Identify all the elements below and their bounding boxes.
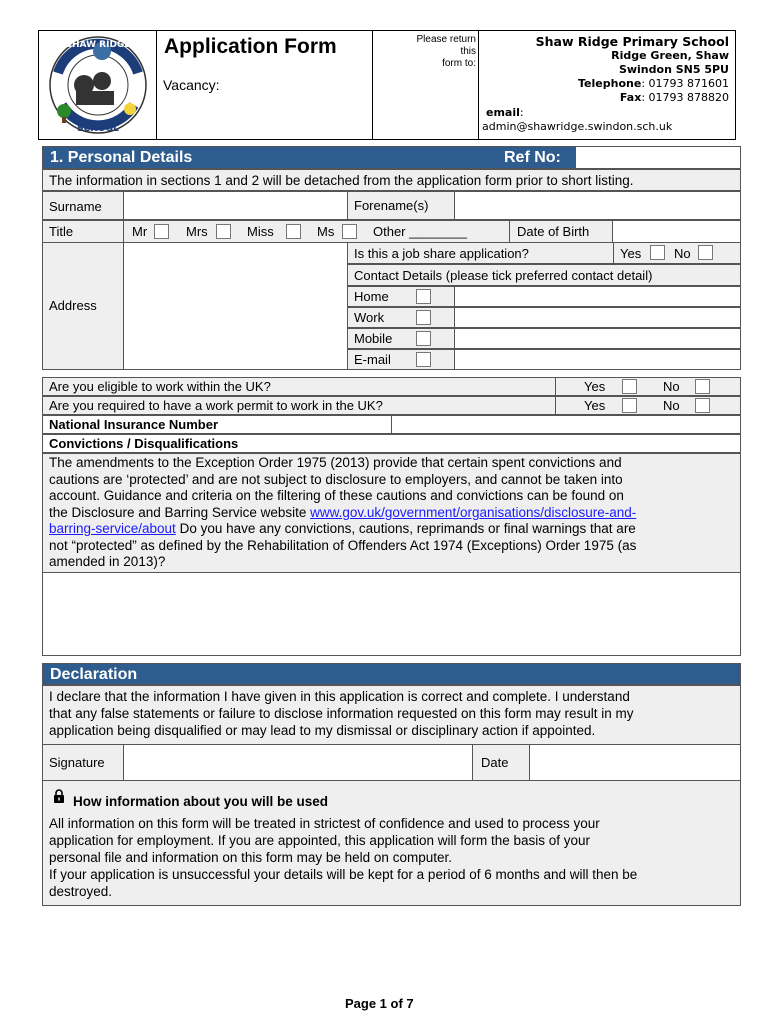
header-table [38,30,736,140]
email-label-line [486,106,524,119]
mrs-label: Mrs [186,224,208,239]
ni-field[interactable] [392,416,740,433]
page-number: Page 1 of 7 [345,996,414,1011]
work-permit-divider [555,397,556,414]
email-label-cell [347,349,455,370]
email-checkbox[interactable] [416,352,431,367]
home-phone-field[interactable] [454,286,741,307]
address-field[interactable] [123,242,348,370]
signature-label-cell [42,744,124,781]
dob-field[interactable] [612,220,741,243]
telephone-label: Telephone [578,77,642,90]
work-permit-no-checkbox[interactable] [695,398,710,413]
short-listing-note-row [42,169,741,191]
logo-text-bottom: SCHOOL [77,124,119,134]
email-field[interactable] [454,349,741,370]
address-cell [479,31,735,139]
work-permit-row [42,396,741,415]
convictions-row [42,434,741,453]
work-phone-field[interactable] [454,307,741,328]
mobile-checkbox[interactable] [416,331,431,346]
email-colon: : [519,106,524,119]
privacy-line-5: destroyed. [49,884,113,899]
ms-label: Ms [317,224,335,239]
school-logo [42,33,154,137]
job-share-no-label: No [674,246,691,261]
vacancy-label: Vacancy: [163,77,220,93]
declaration-line-2: that any false statements or failure to disclose information requested on this form may result in my [49,706,634,721]
school-name: Shaw Ridge Primary School [535,34,729,49]
convictions-answer-field[interactable] [42,572,741,656]
privacy-line-2: application for employment. If you are appointed, this application will form the basis of your [49,833,591,848]
convictions-guidance [42,453,741,573]
privacy-box [42,780,741,906]
school-fax [620,91,729,104]
uk-work-yes-checkbox[interactable] [622,379,637,394]
personal-details-heading: 1. Personal Details [50,149,193,166]
guidance-line-4 [49,505,636,522]
forenames-label: Forename(s) [354,198,429,213]
title-label: Title [49,224,74,239]
declaration-text [42,685,741,745]
uk-work-row [42,377,741,396]
form-title: Application Form [164,35,337,58]
surname-label-cell [42,191,124,220]
ms-checkbox[interactable] [342,224,357,239]
privacy-line-1: All information on this form will be treated in strictest of confidence and used to process your [49,816,600,831]
home-label: Home [354,289,389,304]
guidance-line-7: amended in 2013)? [49,554,166,569]
fax-label: Fax [619,91,642,104]
ni-label: National Insurance Number [49,417,219,432]
uk-work-no-label: No [663,379,680,394]
convictions-label: Convictions / Disqualifications [49,436,239,451]
uk-work-question: Are you eligible to work within the UK? [49,379,271,394]
work-permit-question: Are you required to have a work permit to work in the UK? [49,398,383,413]
school-telephone [578,77,729,90]
privacy-line-3: personal file and information on this form may be held on computer. [49,850,452,865]
job-share-label: Is this a job share application? [354,246,529,261]
email-field-label: E-mail [354,352,391,367]
job-share-divider [613,243,614,263]
ref-no-field[interactable] [575,146,741,169]
date-label: Date [481,755,509,770]
lock-icon [53,789,65,806]
address-label: Address [49,298,97,313]
dob-label: Date of Birth [517,224,590,239]
dbs-link-part-2[interactable]: barring-service/about [49,521,176,536]
privacy-heading: How information about you will be used [73,794,329,809]
mr-checkbox[interactable] [154,224,169,239]
work-permit-yes-label: Yes [584,398,606,413]
return-text-1: Please return [416,34,476,45]
uk-work-divider [555,378,556,395]
job-share-no-checkbox[interactable] [698,245,713,260]
guidance-line-6: not “protected” as defined by the Rehabilitation of Offenders Act 1974 (Exceptions) Order 1975 (as [49,537,637,553]
declaration-heading: Declaration [50,666,138,683]
surname-label: Surname [49,199,102,214]
uk-work-no-checkbox[interactable] [695,379,710,394]
home-checkbox[interactable] [416,289,431,304]
work-permit-yes-checkbox[interactable] [622,398,637,413]
uk-work-yes-label: Yes [584,379,606,394]
guidance-line-5-text: Do you have any convictions, cautions, reprimands or final warnings that are [175,521,636,536]
job-share-row [347,242,741,264]
contact-details-row [347,264,741,286]
dob-label-cell [509,220,613,243]
job-share-yes-checkbox[interactable] [650,245,665,260]
signature-label: Signature [49,755,105,770]
forenames-label-cell [347,191,455,220]
title-options-cell [123,220,515,243]
job-share-yes-label: Yes [620,246,642,261]
declaration-header [42,663,741,685]
work-label-cell [347,307,455,328]
fax-value: : 01793 878820 [641,91,729,104]
mr-label: Mr [132,224,148,239]
home-label-cell [347,286,455,307]
work-permit-no-label: No [663,398,680,413]
guidance-line-1: The amendments to the Exception Order 1975 (2013) provide that certain spent convictions and [49,455,622,470]
mobile-label-cell [347,328,455,349]
short-listing-note: The information in sections 1 and 2 will be detached from the application form prior to short listing. [49,173,634,188]
surname-field[interactable] [123,191,348,220]
logo-cell [39,31,157,139]
guidance-line-3: account. Guidance and criteria on the filtering of these cautions and convictions can be found on [49,488,624,503]
school-address-1: Ridge Green, Shaw [611,49,729,62]
mobile-field[interactable] [454,328,741,349]
title-cell [157,31,373,139]
contact-details-label: Contact Details (please tick preferred contact detail) [354,268,653,283]
dbs-link-part-1[interactable]: www.gov.uk/government/organisations/disclosure-and- [310,504,637,520]
ref-no-label: Ref No: [504,149,561,166]
guidance-line-2: cautions are ‘protected’ and are not subject to disclosure to employers, and cannot be taken into [49,471,623,487]
work-checkbox[interactable] [416,310,431,325]
date-label-cell [472,744,530,781]
telephone-value: : 01793 871601 [641,77,729,90]
work-label: Work [354,310,385,325]
guidance-line-5 [49,521,636,538]
email-label: email [486,106,520,119]
address-label-cell [42,242,124,370]
forenames-field[interactable] [454,191,741,220]
other-label: Other ________ [373,224,467,239]
mrs-checkbox[interactable] [216,224,231,239]
mobile-label: Mobile [354,331,393,346]
personal-details-header [42,146,576,169]
title-label-cell [42,220,124,243]
school-address-2: Swindon SN5 5PU [618,63,729,76]
logo-text-top: SHAW RIDGE [65,40,131,50]
return-cell [373,31,479,139]
school-email: admin@shawridge.swindon.sch.uk [482,120,673,133]
return-text-2: this [460,46,476,57]
miss-checkbox[interactable] [286,224,301,239]
date-field[interactable] [529,744,741,781]
return-text-3: form to: [442,58,476,69]
declaration-line-1: I declare that the information I have given in this application is correct and complete. I understand [49,689,630,704]
declaration-line-3: application being disqualified or may lead to my dismissal or disciplinary action if appointed. [49,723,596,738]
privacy-line-4: If your application is unsuccessful your details will be kept for a period of 6 months and will then be [49,867,638,882]
signature-field[interactable] [123,744,473,781]
guidance-line-4-text: the Disclosure and Barring Service website [49,504,311,520]
miss-label: Miss [247,224,274,239]
